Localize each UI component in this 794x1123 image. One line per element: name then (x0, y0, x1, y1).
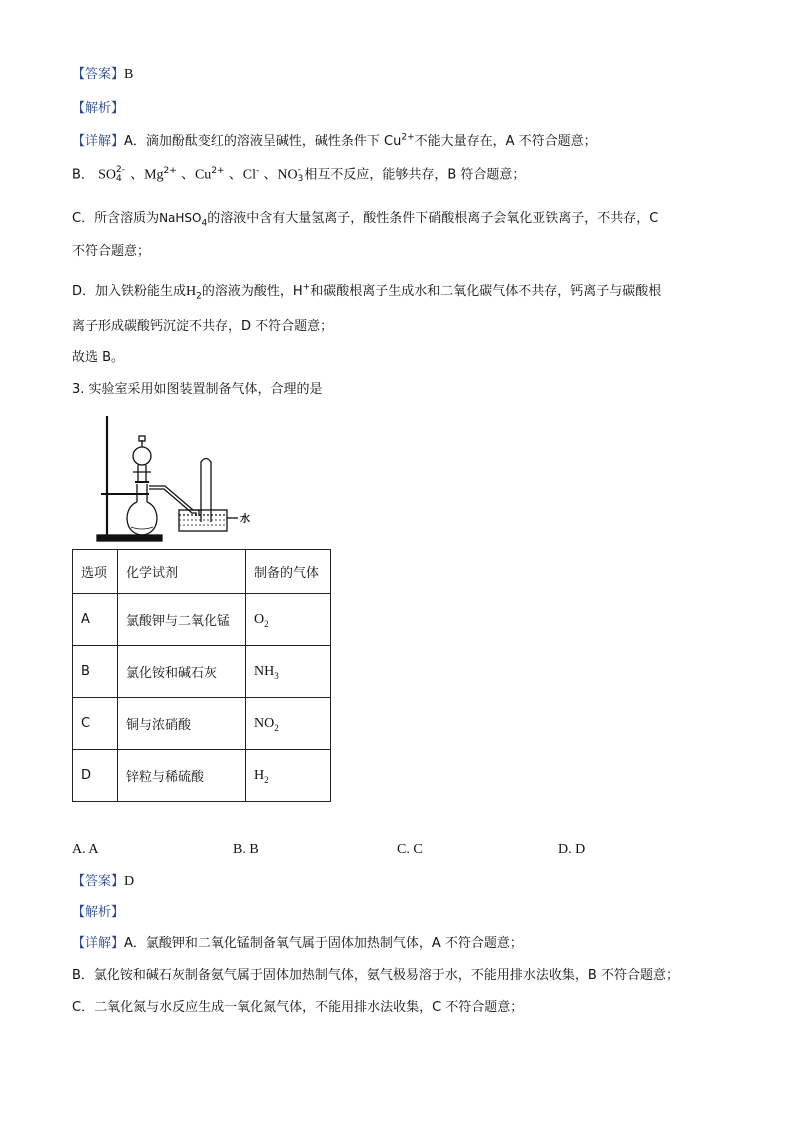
reagent-cell: 锌粒与稀硫酸 (118, 750, 246, 802)
answer-tag: 【答案】 (72, 874, 125, 889)
q2-analysis-tag: 【解析】 (72, 101, 125, 116)
option-cell: A (73, 594, 118, 646)
gas-cell: $H_2$ (246, 750, 331, 802)
reagent-cell: 氯化铵和碱石灰 (118, 646, 246, 698)
so4-charge: 2- 4 (115, 165, 125, 184)
choice-c[interactable]: C. C (397, 842, 423, 857)
water-label: 水 (240, 514, 250, 525)
answer-tag: 【答案】 (72, 67, 125, 82)
q3-detail-a: 【详解】A．氯酸钾和二氧化锰制备氧气属于固体加热制气体，A 不符合题意； (72, 936, 523, 951)
q3-stem: 3. 实验室采用如图装置制备气体，合理的是 (72, 382, 323, 397)
q2-detail-a: 【详解】A．滴加酚酞变红的溶液呈碱性，碱性条件下 $Cu^{2+}$不能大量存在，A 不符合题意； (72, 132, 597, 149)
gas-cell: $NO_2$ (246, 698, 331, 750)
q2-detail-c-2: 不符合题意； (72, 244, 151, 259)
q3-analysis-tag: 【解析】 (72, 905, 125, 920)
q2-detail-b: B． SO 2- 4 、$Mg^{2+}$ 、$Cu^{2+}$ 、Cl- 、NO - 3 相互不反应，能够共存，B 符合题意； (72, 165, 526, 184)
detail-tag: 【详解】 (72, 936, 125, 951)
choice-a[interactable]: A. A (72, 842, 99, 857)
q3-detail-c: C．二氧化氮与水反应生成一氧化氮气体，不能用排水法收集，C 不符合题意； (72, 1000, 524, 1015)
gas-cell: $O_2$ (246, 594, 331, 646)
table-row (73, 594, 331, 646)
table-header-row (73, 550, 331, 594)
col-header-gas: 制备的气体 (246, 550, 331, 594)
answer-choices (0, 842, 794, 860)
q2-detail-d-2: 离子形成碳酸钙沉淀不共存，D 不符合题意； (72, 319, 334, 334)
detail-tag: 【详解】 (72, 134, 125, 149)
col-header-reagent: 化学试剂 (118, 550, 246, 594)
table-row (73, 750, 331, 802)
answer-value: B (124, 67, 134, 82)
table-row (73, 698, 331, 750)
option-cell: D (73, 750, 118, 802)
no3-charge: - 3 (297, 165, 304, 184)
table-row (73, 646, 331, 698)
choice-d[interactable]: D. D (558, 842, 586, 857)
col-header-option: 选项 (73, 550, 118, 594)
option-cell: C (73, 698, 118, 750)
gas-cell: $NH_3$ (246, 646, 331, 698)
answer-value: D (124, 874, 135, 889)
options-table (72, 549, 331, 802)
q2-detail-d-1: D．加入铁粉能生成$H_2$的溶液为酸性，H+和碳酸根离子生成水和二氧化碳气体不共存，钙离子与碳酸根 (72, 282, 662, 302)
reagent-cell: 氯酸钾与二氧化锰 (118, 594, 246, 646)
q3-answer (72, 873, 134, 891)
q3-detail-b: B．氯化铵和碱石灰制备氨气属于固体加热制气体，氨气极易溶于水，不能用排水法收集，B 不符合题意； (72, 968, 679, 983)
q2-answer (72, 66, 133, 84)
option-cell: B (73, 646, 118, 698)
choice-b[interactable]: B. B (233, 842, 259, 857)
q2-detail-c-1: C．所含溶质为NaHSO$_4$的溶液中含有大量氢离子，酸性条件下硝酸根离子会氧化亚铁离子，不共存，C (72, 211, 659, 229)
gas-generation-apparatus-diagram (95, 412, 265, 547)
reagent-cell: 铜与浓硝酸 (118, 698, 246, 750)
q2-conclusion: 故选 B。 (72, 350, 125, 365)
